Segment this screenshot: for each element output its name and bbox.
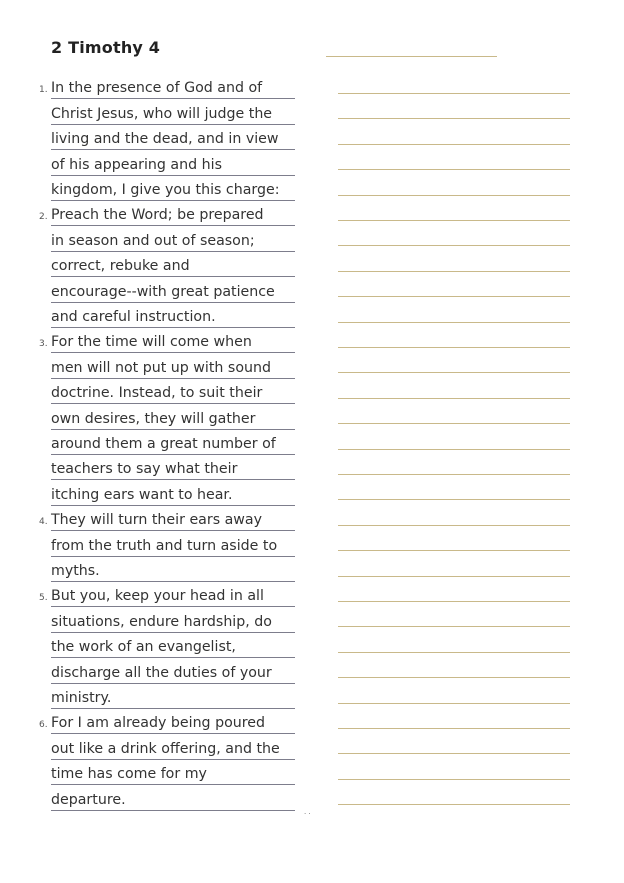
verse-line — [51, 176, 295, 201]
verse-text: men will not put up with sound — [51, 359, 271, 376]
writing-practice-line[interactable] — [338, 347, 570, 348]
writing-practice-line[interactable] — [338, 220, 570, 221]
verse-text: encourage--with great patience — [51, 283, 275, 300]
writing-practice-line[interactable] — [338, 271, 570, 272]
title-writing-line — [326, 56, 497, 57]
verse-line — [51, 760, 295, 785]
writing-practice-line[interactable] — [338, 449, 570, 450]
verse-line — [51, 607, 295, 632]
writing-practice-line[interactable] — [338, 499, 570, 500]
verse-number: 3. — [39, 339, 48, 350]
writing-practice-line[interactable] — [338, 728, 570, 729]
writing-practice-line[interactable] — [338, 398, 570, 399]
verse-line — [51, 658, 295, 683]
verse-line — [39, 709, 295, 734]
verse-text: living and the dead, and in view — [51, 131, 279, 148]
writing-practice-line[interactable] — [338, 169, 570, 170]
verse-text: kingdom, I give you this charge: — [51, 181, 280, 198]
verse-line — [51, 99, 295, 124]
writing-practice-line[interactable] — [338, 93, 570, 94]
verse-text: out like a drink offering, and the — [51, 740, 280, 757]
verse-line — [51, 252, 295, 277]
verse-line — [51, 531, 295, 556]
verse-text: Christ Jesus, who will judge the — [51, 105, 273, 122]
verse-number: 1. — [39, 85, 48, 96]
verse-text: But you, keep your head in all — [51, 588, 264, 605]
verse-line — [51, 226, 295, 251]
writing-practice-line[interactable] — [338, 144, 570, 145]
writing-practice-line[interactable] — [338, 296, 570, 297]
verse-line — [39, 74, 295, 99]
writing-practice-line[interactable] — [338, 322, 570, 323]
verse-line — [51, 303, 295, 328]
page-footer-mark: ‧ ‧ — [304, 810, 311, 818]
writing-practice-line[interactable] — [338, 677, 570, 678]
writing-practice-line[interactable] — [338, 576, 570, 577]
verse-text: itching ears want to hear. — [51, 486, 233, 503]
verse-text: ministry. — [51, 689, 112, 706]
verse-line — [51, 125, 295, 150]
verse-text: own desires, they will gather — [51, 410, 256, 427]
verse-number: 2. — [39, 212, 48, 223]
writing-practice-line[interactable] — [338, 779, 570, 780]
verse-text: doctrine. Instead, to suit their — [51, 385, 263, 402]
verse-text: correct, rebuke and — [51, 258, 190, 275]
verse-number: 5. — [39, 593, 48, 604]
writing-practice-line[interactable] — [338, 525, 570, 526]
writing-practice-line[interactable] — [338, 753, 570, 754]
verse-text: teachers to say what their — [51, 461, 238, 478]
verse-text: For I am already being poured — [51, 715, 266, 732]
verse-line — [51, 404, 295, 429]
verse-text: myths. — [51, 562, 100, 579]
writing-practice-line[interactable] — [338, 550, 570, 551]
verse-text: discharge all the duties of your — [51, 664, 272, 681]
verse-text: the work of an evangelist, — [51, 639, 236, 656]
verse-line — [51, 734, 295, 759]
writing-practice-line[interactable] — [338, 423, 570, 424]
writing-practice-line[interactable] — [338, 652, 570, 653]
verse-line — [51, 277, 295, 302]
verse-text: time has come for my — [51, 766, 207, 783]
verse-line — [51, 557, 295, 582]
writing-practice-line[interactable] — [338, 626, 570, 627]
verse-line — [51, 633, 295, 658]
verse-line — [51, 785, 295, 810]
writing-practice-line[interactable] — [338, 804, 570, 805]
verse-text: around them a great number of — [51, 435, 276, 452]
verse-line — [51, 379, 295, 404]
verse-line — [39, 328, 295, 353]
verse-number: 6. — [39, 720, 48, 731]
writing-practice-line[interactable] — [338, 245, 570, 246]
writing-practice-line[interactable] — [338, 372, 570, 373]
verse-text: For the time will come when — [51, 334, 252, 351]
writing-practice-line[interactable] — [338, 195, 570, 196]
writing-practice-line[interactable] — [338, 703, 570, 704]
verse-text: situations, endure hardship, do — [51, 613, 272, 630]
verse-text: of his appearing and his — [51, 156, 222, 173]
verse-line — [39, 582, 295, 607]
writing-practice-line[interactable] — [338, 118, 570, 119]
writing-practice-line[interactable] — [338, 601, 570, 602]
verse-text: Preach the Word; be prepared — [51, 207, 264, 224]
verse-text: In the presence of God and of — [51, 80, 263, 97]
verse-line — [51, 480, 295, 505]
verse-line — [39, 201, 295, 226]
verse-line — [51, 150, 295, 175]
verse-text: from the truth and turn aside to — [51, 537, 278, 554]
verse-line — [51, 430, 295, 455]
page-title: 2 Timothy 4 — [51, 38, 161, 57]
writing-practice-line[interactable] — [338, 474, 570, 475]
verse-line — [51, 353, 295, 378]
verse-text: and careful instruction. — [51, 308, 216, 325]
verse-text: departure. — [51, 791, 126, 808]
verse-line — [51, 455, 295, 480]
verse-text: in season and out of season; — [51, 232, 255, 249]
verse-line — [39, 506, 295, 531]
verse-number: 4. — [39, 517, 48, 528]
verse-text: They will turn their ears away — [51, 512, 262, 529]
verse-line — [51, 684, 295, 709]
